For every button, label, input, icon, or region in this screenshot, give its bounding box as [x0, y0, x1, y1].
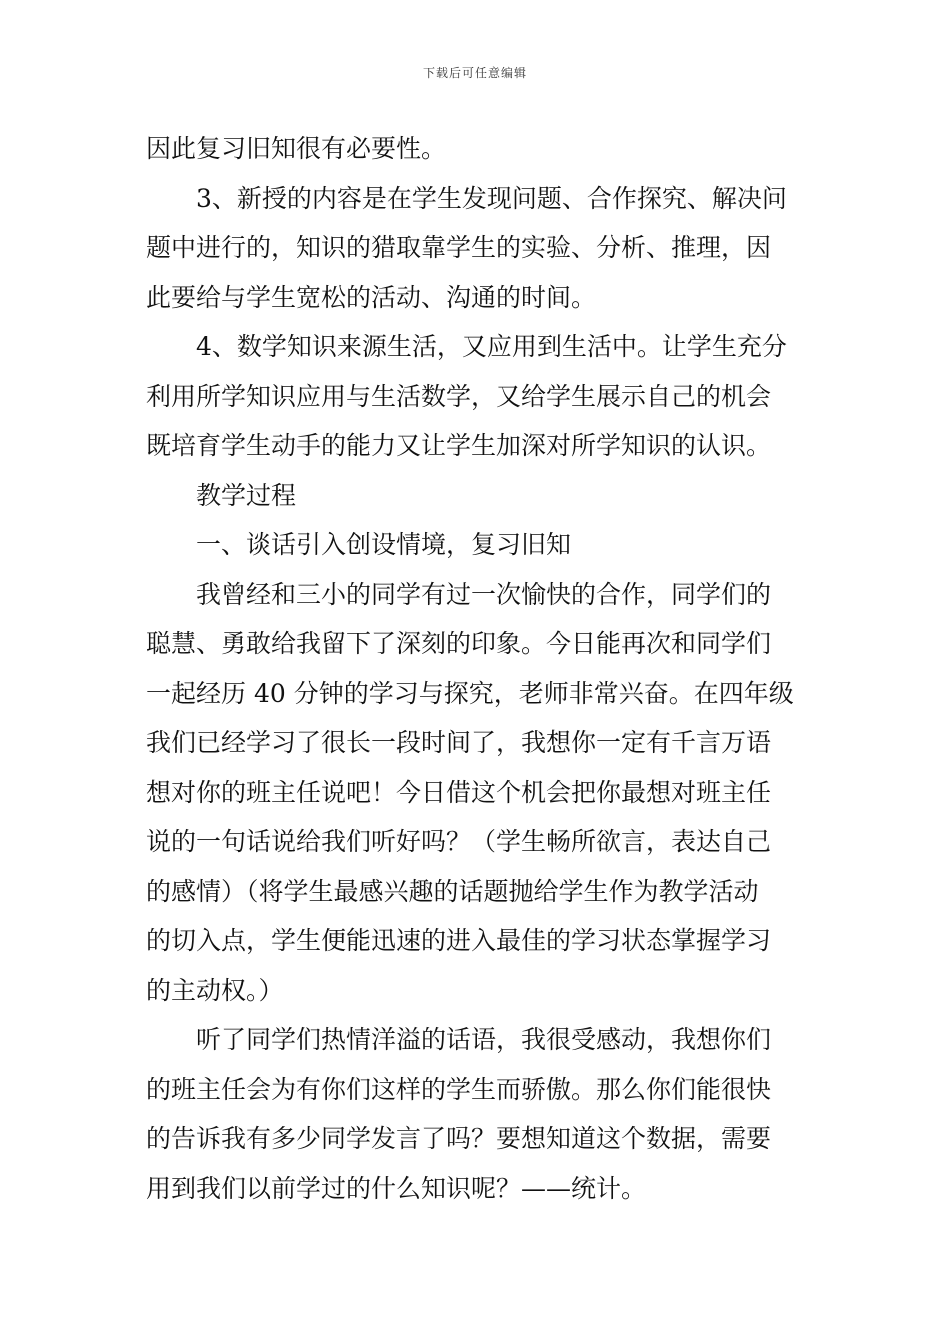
subsection-heading: 一、谈话引入创设情境，复习旧知: [196, 530, 572, 559]
text-line: 的主动权。）: [146, 975, 284, 1005]
page-header: 下载后可任意编辑: [422, 66, 527, 80]
text-line: 此要给与学生宽松的活动、沟通的时间。: [146, 282, 597, 312]
text-line: 一起经历 40 分钟的学习与探究，老师非常兴奋。在四年级: [146, 678, 794, 708]
text-line: 利用所学知识应用与生活数学，又给学生展示自己的机会: [146, 381, 772, 411]
text-line: 题中进行的，知识的猎取靠学生的实验、分析、推理，因: [146, 233, 772, 262]
text-line: 4、数学知识来源生活，又应用到生活中。让学生充分: [196, 332, 787, 361]
text-line: 的告诉我有多少同学发言了吗？要想知道这个数据，需要: [146, 1124, 772, 1153]
text-line: 的感情）（将学生最感兴趣的话题抛给学生作为教学活动: [146, 876, 759, 906]
document-body: [146, 124, 808, 1213]
text-line: 的切入点，学生便能迅速的进入最佳的学习状态掌握学习: [146, 926, 772, 955]
text-line: 既培育学生动手的能力又让学生加深对所学知识的认识。: [146, 431, 772, 460]
text-line: 我们已经学习了很长一段时间了，我想你一定有千言万语: [146, 728, 772, 757]
text-line: 听了同学们热情洋溢的话语，我很受感动，我想你们: [196, 1025, 772, 1054]
text-line: 的班主任会为有你们这样的学生而骄傲。那么你们能很快: [146, 1074, 772, 1104]
text-line: 3、新授的内容是在学生发现问题、合作探究、解决问: [196, 183, 787, 213]
text-line: 用到我们以前学过的什么知识呢？——统计。: [146, 1173, 647, 1203]
text-line: 我曾经和三小的同学有过一次愉快的合作，同学们的: [196, 579, 772, 609]
text-line: 想对你的班主任说吧！今日借这个机会把你最想对班主任: [146, 777, 772, 807]
text-line: 说的一句话说给我们听好吗？（学生畅所欲言，表达自己: [146, 827, 772, 856]
text-line: 因此复习旧知很有必要性。: [146, 134, 447, 163]
text-line: 聪慧、勇敢给我留下了深刻的印象。今日能再次和同学们: [146, 629, 772, 658]
section-heading: 教学过程: [196, 480, 297, 510]
